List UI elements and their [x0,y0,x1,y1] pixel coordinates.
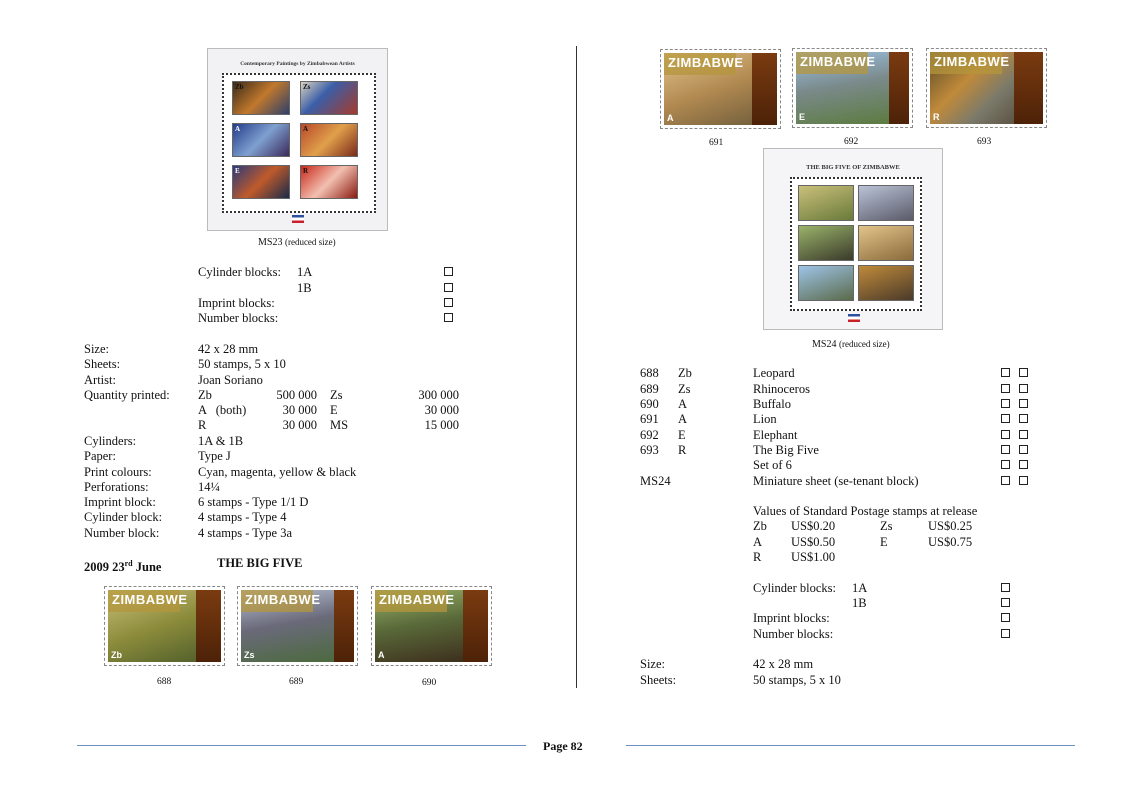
cylinder-1b: 1B [852,596,867,610]
stamp-country-name: ZIMBABWE [379,592,455,607]
checkbox-used[interactable] [1019,399,1028,408]
ms23-painting [300,165,358,199]
stamp-value: A [378,650,385,660]
ms24-stamp [798,225,854,261]
cylinder-1a: 1A [852,581,868,595]
checkbox-mint[interactable] [1001,430,1010,439]
qty-amount: 30 000 [282,403,317,417]
checkbox-mint[interactable] [1001,399,1010,408]
listing-number: 691 [640,412,659,426]
listing-value: E [678,428,686,442]
checkbox-mint[interactable] [1001,384,1010,393]
ms24-caption [812,339,890,350]
ms23-cell-value: A [235,125,241,133]
listing-value: R [678,443,687,457]
ms24-stamp [858,225,914,261]
cylinder-blocks-label: Cylinder blocks: [198,265,281,279]
checkbox[interactable] [1001,613,1010,622]
checkbox[interactable] [444,298,453,307]
value-code: Zs [880,519,893,533]
stamp-number: 690 [422,678,437,688]
stamp-number: 688 [157,677,172,687]
checkbox[interactable] [1001,629,1010,638]
value-code: Zb [753,519,767,533]
values-heading: Values of Standard Postage stamps at release [753,504,978,518]
ms23-caption-number: MS23 [258,237,283,248]
qty-amount: 30 000 [424,403,459,417]
listing-description: Miniature sheet (se-tenant block) [753,474,919,488]
issue-title: THE BIG FIVE [217,556,303,570]
stamp-value: Zs [244,650,255,660]
qty-value-code: MS [330,418,349,432]
stamp-number: 693 [977,137,992,147]
checkbox-used[interactable] [1019,430,1028,439]
perforations-value: 14¼ [198,480,220,494]
stamp-689-rhinoceros [237,586,358,666]
paper-value: Type J [198,449,231,463]
stamp-692-elephant [792,48,913,128]
qty-amount: 30 000 [282,418,317,432]
stamp-country-name: ZIMBABWE [934,54,1010,69]
footer-rule-right [626,745,1075,746]
ms23-cell-value: E [235,167,240,175]
cylinder-block-value: 4 stamps - Type 4 [198,510,287,524]
value-price: US$0.25 [928,519,973,533]
value-code: R [753,550,762,564]
value-code: E [880,535,888,549]
ms24-caption-number: MS24 [812,339,837,350]
checkbox[interactable] [444,283,453,292]
checkbox-used[interactable] [1019,445,1028,454]
quantity-label: Quantity printed: [84,388,170,402]
sheets-value: 50 stamps, 5 x 10 [198,357,286,371]
checkbox[interactable] [1001,583,1010,592]
qty-amount: 500 000 [276,388,317,402]
ms24-miniature-sheet [763,148,943,330]
sheets-value: 50 stamps, 5 x 10 [753,673,841,687]
listing-description: Leopard [753,366,795,380]
checkbox-used[interactable] [1019,368,1028,377]
listing-number: 689 [640,382,659,396]
ms23-sheet-title: Contemporary Paintings by Zimbabwean Artists [240,61,355,67]
listing-description: Rhinoceros [753,382,810,396]
stamp-country-name: ZIMBABWE [112,592,188,607]
ms24-stamp [858,185,914,221]
listing-number: 693 [640,443,659,457]
stamp-number: 692 [844,137,859,147]
issue-date-suffix: rd [124,559,133,568]
checkbox-used[interactable] [1019,384,1028,393]
ms24-stamp [798,265,854,301]
stamp-number: 689 [289,677,304,687]
value-price: US$1.00 [791,550,836,564]
value-price: US$0.50 [791,535,836,549]
stamp-value: R [933,112,940,122]
cylinder-1b: 1B [297,281,312,295]
number-block-label: Number block: [84,526,160,540]
ms23-painting [232,165,290,199]
listing-value: A [678,412,688,426]
cylinder-1a: 1A [297,265,313,279]
number-blocks-label: Number blocks: [198,311,279,325]
checkbox-used[interactable] [1019,476,1028,485]
value-price: US$0.75 [928,535,973,549]
qty-amount: 15 000 [424,418,459,432]
imprint-block-label: Imprint block: [84,495,156,509]
checkbox-mint[interactable] [1001,368,1010,377]
ms23-caption-note: (reduced size) [284,237,336,247]
qty-value-code: Zb [198,388,212,402]
listing-description: Lion [753,412,777,426]
qty-value-code: R [198,418,207,432]
listing-value: Zb [678,366,692,380]
value-code: A [753,535,763,549]
paper-label: Paper: [84,449,116,463]
page-number: Page 82 [543,739,583,753]
sheets-label: Sheets: [84,357,121,371]
imprint-block-value: 6 stamps - Type 1/1 D [198,495,309,509]
zimbabwe-post-logo [848,314,860,322]
qty-value-code: E [330,403,338,417]
ms23-cell-value: A [303,125,309,133]
stamp-691-lion [660,49,781,129]
stamp-country-name: ZIMBABWE [668,55,744,70]
checkbox-used[interactable] [1019,460,1028,469]
stamp-688-leopard [104,586,225,666]
ms24-caption-note: (reduced size) [838,339,890,349]
ms24-sheet-title: THE BIG FIVE OF ZIMBABWE [806,164,900,171]
cylinders-value: 1A & 1B [198,434,244,448]
size-value: 42 x 28 mm [198,342,259,356]
ms24-stamp [798,185,854,221]
listing-description: Elephant [753,428,798,442]
ms23-caption [258,237,336,248]
print-colours-label: Print colours: [84,465,152,479]
checkbox-used[interactable] [1019,414,1028,423]
size-label: Size: [640,657,665,671]
number-blocks-label: Number blocks: [753,627,834,641]
issue-date-month: June [132,560,162,575]
artist-value: Joan Soriano [198,373,263,387]
ms23-painting [300,81,358,115]
cylinder-block-label: Cylinder block: [84,510,163,524]
footer-rule-left [77,745,526,746]
checkbox[interactable] [444,267,453,276]
ms23-painting [232,81,290,115]
checkbox-mint[interactable] [1001,414,1010,423]
listing-number: MS24 [640,474,671,488]
checkbox-mint[interactable] [1001,445,1010,454]
listing-description: Buffalo [753,397,791,411]
ms24-sheet-frame [790,177,922,311]
listing-number: 688 [640,366,659,380]
ms23-miniature-sheet [207,48,388,231]
issue-date [84,556,161,575]
listing-value: A [678,397,688,411]
imprint-blocks-label: Imprint blocks: [198,296,275,310]
ms23-cell-value: R [303,167,309,175]
ms23-painting [300,123,358,157]
value-price: US$0.20 [791,519,836,533]
size-label: Size: [84,342,109,356]
page-divider [576,46,577,688]
sheets-label: Sheets: [640,673,677,687]
stamp-number: 691 [709,138,724,148]
listing-number: 692 [640,428,659,442]
checkbox-mint[interactable] [1001,476,1010,485]
ms23-painting [232,123,290,157]
checkbox[interactable] [444,313,453,322]
listing-value: Zs [678,382,691,396]
ms23-cell-value: Zs [303,83,311,91]
listing-number: 690 [640,397,659,411]
issue-date-day: 2009 23 [84,560,125,575]
size-value: 42 x 28 mm [753,657,814,671]
cylinders-label: Cylinders: [84,434,137,448]
stamp-690-buffalo [371,586,492,666]
imprint-blocks-label: Imprint blocks: [753,611,830,625]
stamp-693-big-five [926,48,1047,128]
stamp-value: A [667,113,674,123]
stamp-country-name: ZIMBABWE [800,54,876,69]
checkbox[interactable] [1001,598,1010,607]
listing-description: The Big Five [753,443,819,457]
artist-label: Artist: [84,373,116,387]
qty-value-code: Zs [330,388,343,402]
stamp-value: E [799,112,806,122]
stamp-value: Zb [111,650,122,660]
ms23-cell-value: Zb [235,83,244,91]
ms24-stamp [858,265,914,301]
perforations-label: Perforations: [84,480,149,494]
ms23-sheet-frame [222,73,376,213]
stamp-country-name: ZIMBABWE [245,592,321,607]
listing-description: Set of 6 [753,458,792,472]
zimbabwe-post-logo [292,215,304,223]
qty-value-code: A (both) [198,403,247,417]
print-colours-value: Cyan, magenta, yellow & black [198,465,357,479]
number-block-value: 4 stamps - Type 3a [198,526,293,540]
qty-amount: 300 000 [418,388,459,402]
checkbox-mint[interactable] [1001,460,1010,469]
cylinder-blocks-label: Cylinder blocks: [753,581,836,595]
